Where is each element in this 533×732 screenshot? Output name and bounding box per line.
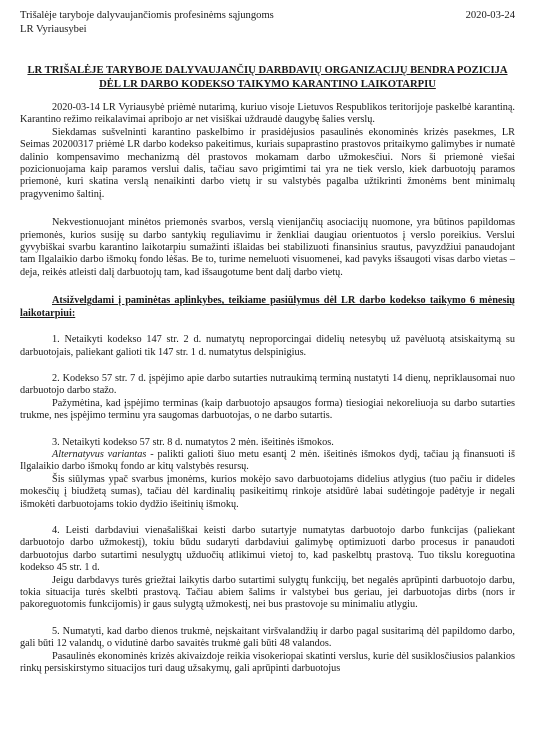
addressee-line-1: Trišalėje taryboje dalyvaujančiomis profesinėms sąjungoms — [20, 10, 274, 21]
addressee-line-2: LR Vyriausybei — [20, 24, 87, 35]
paragraph-intro: 2020-03-14 LR Vyriausybė priėmė nutarimą, kuriuo visoje Lietuvos Respublikos teritorijoje paskelbė karantiną. Karantino režimo reikalavimai apribojo ar net visiškai uždraudė daugybę šalies verslų. — [20, 102, 515, 126]
alternative-label: Alternatyvus variantas — [52, 448, 147, 460]
proposal-2: 2. Kodekso 57 str. 7 d. įspėjimo apie darbo sutarties nutraukimą terminą nustatyti 14 dienų, nepriklausomai nuo darbuotojo darbo stažo. — [20, 372, 515, 397]
proposal-3: 3. Netaikyti kodekso 57 str. 8 d. numatytos 2 mėn. išeitinės išmokos. — [52, 436, 334, 448]
proposal-3-alternative — [20, 449, 515, 474]
document-date: 2020-03-24 — [465, 10, 515, 21]
proposal-5-note: Pasaulinės ekonominės krizės akivaizdoje reikia visokeriopai skatinti verslus, kurie dėl susiklosčiusios palankios rinkų persiskirstymo situacijos turi daug užsakymų, gali aprūpinti darbuotojus — [20, 650, 515, 675]
paragraph-additional-measures: Nekvestionuojant minėtos priemonės svarbos, verslą vienijančių asociacijų nuomone, yra būtinos papildomas priemonės, kurios susiję su darbo santykių reguliavimu ir ženkliai daugiau orientuotos į verslo poreikius. Verslui gyvybiškai svarbu karantino laikotarpiu sumažinti išlaidas bei stabilizuoti finansinius srautus, pavyzdžiui panaudojant tam Ilgalaikio darbo išmokų fondo lėšas. Be to, turime nemeluoti visuomenei, kad pavyks išsaugoti visas darbo vietas – deja, reikės atleisti dalį darbuotojų tam, kad išsaugotume bent dalį darbo vietų. — [20, 217, 515, 278]
proposals-heading: Atsižvelgdami į paminėtas aplinkybes, teikiame pasiūlymus dėl LR darbo kodekso taikymo 6 mėnesių laikotarpiui: — [20, 295, 515, 319]
proposal-4-note: Jeigu darbdavys turės griežtai laikytis darbo sutartimi sulygtų funkcijų, bet negalės aprūpinti darbuotojo darbu, tokia situacija turės skelbti prastovą. Tačiau abiem šalims ir valstybei bus geriau, jei darbuotojas dirbs (nors ir pakoreguotomis funkcijomis) ir gaus sulygtą užmokestį, nei bus prastovoje su minimaliu atlygiu. — [20, 574, 515, 611]
proposal-3-note: Šis siūlymas ypač svarbus įmonėms, kurios mokėjo savo darbuotojams didelius atlygius (tuo pačiu ir dideles mokesčių į biudžetą sumas), tačiau dėl kardinalių pasikeitimų rinkoje atsidūrė labai sudėtingoje padėtyje ir negali išmokėti darbuotojams tokio dydžio išeitinių išmokų. — [20, 473, 515, 510]
document-body — [20, 102, 515, 675]
proposal-1: 1. Netaikyti kodekso 147 str. 2 d. numatytų neproporcingai didelių netesybų už pavėluotą atsiskaitymą su darbuotojais, paliekant galioti tik 147 str. 1 d. numatytus delspinigius. — [20, 334, 515, 358]
letter-header — [20, 9, 515, 37]
proposal-5: 5. Numatyti, kad darbo dienos trukmė, neįskaitant viršvalandžių ir darbo pagal susitarimą dėl papildomo darbo, gali būti 12 valandų, o vidutinė darbo savaitės trukmė gali būti 48 valandos. — [20, 625, 515, 650]
alternative-text: - palikti galioti šiuo metu esantį 2 mėn. išeitinės išmokos dydį, tačiau ją finansuoti iš Ilgalaikio darbo išmokų fondo ar kitų valstybės resursų. — [20, 448, 516, 473]
proposal-2-note: Pažymėtina, kad įspėjimo terminas (kaip darbuotojo apsaugos forma) tiesiogiai nekoreliuoja su darbo sutarties trukme, nes įspėjimo terminu yra saugomas darbuotojas, o ne darbo sutartis. — [20, 397, 515, 422]
paragraph-seimas-amendments: Siekdamas sušvelninti karantino paskelbimo ir prasidėjusios pasaulinės ekonominės krizės pasekmes, LR Seimas 20200317 priėmė LR darbo kodekso pakeitimus, kuriais supaprastino prastovos pritaikymo galimybes ir numatė dalinio kompensavimo mechanizmą dėl prastovos mokamam darbo užmokesčiui. Nors ši priemonė viešai pozicionuojama kaip paramos verslui dalis, tačiau savo prigimtimi tai yra ne tiek verslo, kiek darbuotojų paramos priemonė, kuri skatina verslą nenaikinti darbo vietų ir su valstybės pagalba užtikrinti žmonėms bent minimalų pragyvenimo šaltinį. — [20, 126, 515, 200]
document-title: LR TRIŠALĖJE TARYBOJE DALYVAUJANČIŲ DARBDAVIŲ ORGANIZACIJŲ BENDRA POZICIJA DĖL LR DARBO KODEKSO TAIKYMO KARANTINO LAIKOTARPIU — [27, 65, 508, 90]
proposal-4: 4. Leisti darbdaviui vienašališkai keisti darbo sutartyje numatytas darbuotojo darbo funkcijas (paliekant darbuotojo darbo užmokestį), tokiu būdu sudaryti darbdaviui galimybę optimizuoti darbo procesus ir panaudoti darbuotojus darbo sutartimi nesulygtų užduočių atlikimui vietoj to, kad paskelbtų prastovą. Tuo tikslu koreguotina kodekso 45 str. 1 d. — [20, 524, 515, 574]
